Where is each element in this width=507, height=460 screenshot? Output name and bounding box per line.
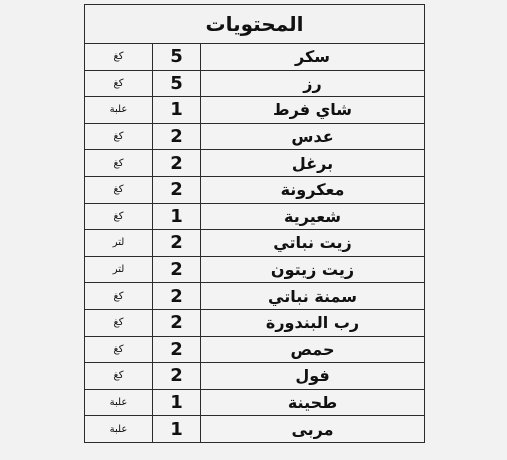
- table-row: [85, 256, 425, 283]
- item-quantity: 1: [153, 389, 201, 416]
- item-quantity: 2: [153, 363, 201, 390]
- table-row: [85, 309, 425, 336]
- item-name: شعيرية: [201, 203, 425, 230]
- item-unit: لتر: [85, 230, 153, 257]
- table-row: [85, 176, 425, 203]
- item-quantity: 5: [153, 44, 201, 71]
- item-unit: كغ: [85, 309, 153, 336]
- item-name: رز: [201, 70, 425, 97]
- item-name: شاي فرط: [201, 97, 425, 124]
- item-name: سكر: [201, 44, 425, 71]
- item-name: معكرونة: [201, 176, 425, 203]
- item-quantity: 2: [153, 336, 201, 363]
- item-unit: كغ: [85, 123, 153, 150]
- item-quantity: 1: [153, 97, 201, 124]
- table-row: [85, 416, 425, 443]
- table-row: [85, 336, 425, 363]
- item-unit: علبة: [85, 389, 153, 416]
- item-unit: كغ: [85, 363, 153, 390]
- item-unit: كغ: [85, 203, 153, 230]
- item-quantity: 2: [153, 309, 201, 336]
- item-name: مربى: [201, 416, 425, 443]
- table-row: [85, 70, 425, 97]
- item-unit: كغ: [85, 176, 153, 203]
- item-unit: كغ: [85, 150, 153, 177]
- table-row: [85, 123, 425, 150]
- table-row: [85, 150, 425, 177]
- item-unit: علبة: [85, 416, 153, 443]
- contents-table-wrap: [84, 4, 424, 443]
- item-unit: كغ: [85, 283, 153, 310]
- item-unit: كغ: [85, 44, 153, 71]
- item-quantity: 2: [153, 123, 201, 150]
- item-name: رب البندورة: [201, 309, 425, 336]
- table-title: المحتويات: [85, 5, 425, 44]
- item-unit: كغ: [85, 336, 153, 363]
- item-quantity: 5: [153, 70, 201, 97]
- item-name: زيت زيتون: [201, 256, 425, 283]
- item-quantity: 1: [153, 416, 201, 443]
- table-row: [85, 230, 425, 257]
- contents-table: [84, 4, 425, 443]
- item-name: طحينة: [201, 389, 425, 416]
- item-quantity: 1: [153, 203, 201, 230]
- item-name: حمص: [201, 336, 425, 363]
- item-quantity: 2: [153, 176, 201, 203]
- item-quantity: 2: [153, 256, 201, 283]
- item-name: برغل: [201, 150, 425, 177]
- item-name: زيت نباتي: [201, 230, 425, 257]
- table-row: [85, 389, 425, 416]
- table-body: [85, 44, 425, 443]
- table-row: [85, 97, 425, 124]
- item-quantity: 2: [153, 230, 201, 257]
- item-quantity: 2: [153, 150, 201, 177]
- item-unit: علبة: [85, 97, 153, 124]
- item-quantity: 2: [153, 283, 201, 310]
- item-name: فول: [201, 363, 425, 390]
- item-unit: كغ: [85, 70, 153, 97]
- table-row: [85, 44, 425, 71]
- item-unit: لتر: [85, 256, 153, 283]
- table-row: [85, 363, 425, 390]
- table-row: [85, 283, 425, 310]
- table-row: [85, 203, 425, 230]
- item-name: عدس: [201, 123, 425, 150]
- item-name: سمنة نباتي: [201, 283, 425, 310]
